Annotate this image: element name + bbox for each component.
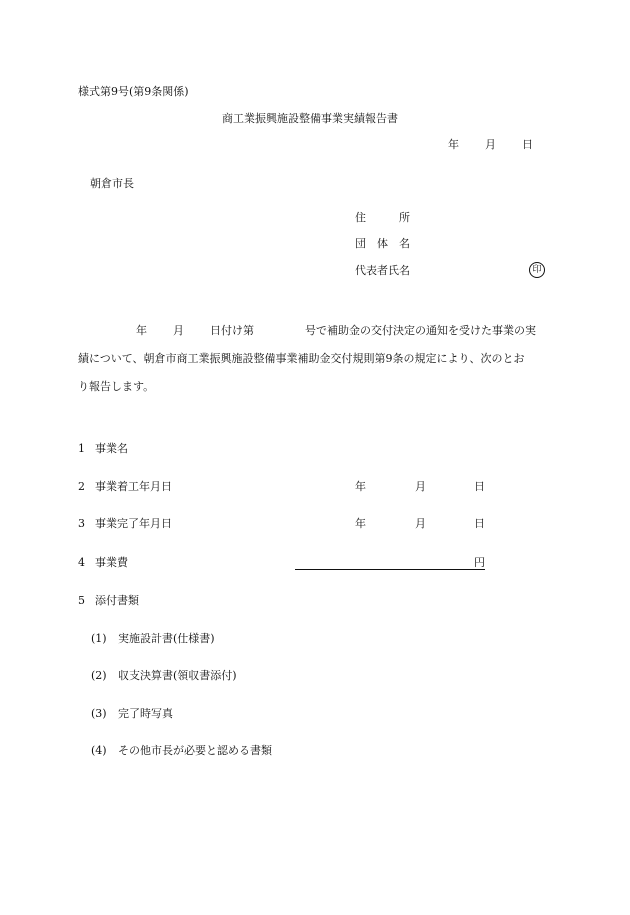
date-day-label: 日 — [522, 138, 533, 151]
item-number: 5 — [78, 594, 85, 607]
item-start-date-label: 事業着工年月日 — [95, 480, 172, 493]
form-number: 様式第9号(第9条関係) — [78, 85, 189, 98]
ref-year-label: 年 — [136, 324, 147, 337]
document-title: 商工業振興施設整備事業実績報告書 — [222, 112, 398, 125]
start-month-label: 月 — [415, 480, 426, 493]
addressee: 朝倉市長 — [90, 177, 134, 190]
seal-mark: 印 — [529, 262, 545, 278]
start-year-label: 年 — [355, 480, 366, 493]
item-project-cost-label: 事業費 — [95, 556, 128, 569]
date-year-label: 年 — [448, 138, 459, 151]
attachment-number: (4) — [91, 744, 107, 757]
item-number: 3 — [78, 517, 85, 530]
attachment-item: 完了時写真 — [118, 707, 173, 720]
item-number: 2 — [78, 480, 85, 493]
ref-day-number-label: 日付け第 — [210, 324, 254, 337]
yen-unit-label: 円 — [474, 556, 485, 569]
organization-label: 団 体 名 — [355, 237, 410, 250]
attachment-number: (1) — [91, 632, 107, 645]
attachment-number: (3) — [91, 707, 107, 720]
end-month-label: 月 — [415, 517, 426, 530]
body-line-2: 績について、朝倉市商工業振興施設整備事業補助金交付規則第9条の規定により、次のとお — [78, 352, 525, 365]
project-cost-underline — [295, 569, 485, 570]
item-number: 1 — [78, 442, 85, 455]
ref-month-label: 月 — [173, 324, 184, 337]
date-month-label: 月 — [485, 138, 496, 151]
start-day-label: 日 — [474, 480, 485, 493]
attachment-item: 収支決算書(領収書添付) — [118, 669, 237, 682]
representative-label: 代表者氏名 — [355, 264, 410, 277]
end-day-label: 日 — [474, 517, 485, 530]
address-label: 住 所 — [355, 211, 410, 224]
attachment-item: 実施設計書(仕様書) — [118, 632, 215, 645]
attachment-item: その他市長が必要と認める書類 — [118, 744, 272, 757]
item-end-date-label: 事業完了年月日 — [95, 517, 172, 530]
attachment-number: (2) — [91, 669, 107, 682]
item-project-name-label: 事業名 — [95, 442, 128, 455]
end-year-label: 年 — [355, 517, 366, 530]
body-line-1: 号で補助金の交付決定の通知を受けた事業の実 — [305, 324, 536, 337]
item-number: 4 — [78, 556, 85, 569]
item-attachments-label: 添付書類 — [95, 594, 139, 607]
body-line-3: り報告します。 — [78, 380, 155, 393]
